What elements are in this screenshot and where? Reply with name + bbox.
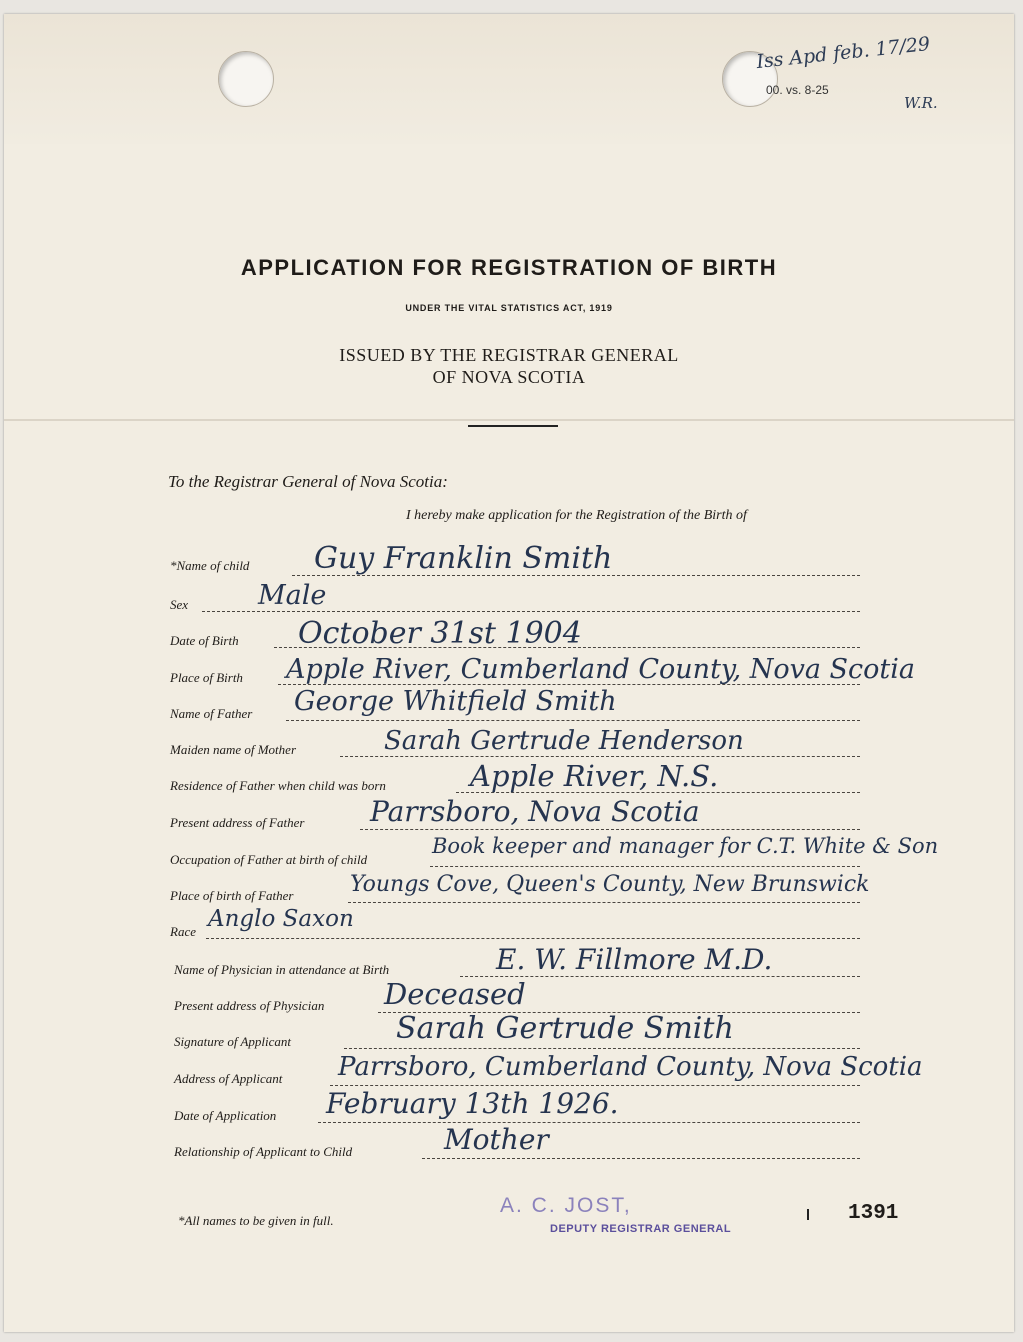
field-value: Guy Franklin Smith — [314, 541, 613, 576]
field-label: *Name of child — [170, 558, 250, 573]
field-value: Apple River, N.S. — [470, 759, 719, 793]
field-label: Name of Physician in attendance at Birth — [174, 962, 390, 977]
document-page — [4, 14, 1014, 1332]
field-label: Signature of Applicant — [174, 1034, 291, 1049]
field-value: February 13th 1926. — [326, 1087, 619, 1120]
registrar-stamp-name: A. C. JOST, — [500, 1194, 632, 1217]
handwritten-annotation: Iss Apd feb. 17/29 — [755, 32, 932, 74]
field-value: Anglo Saxon — [208, 906, 354, 932]
field-value: October 31st 1904 — [298, 616, 582, 651]
title-rule — [468, 425, 558, 427]
field-line — [344, 1048, 860, 1049]
field-label: Address of Applicant — [174, 1071, 283, 1086]
serial-tick-mark — [807, 1209, 809, 1220]
field-line — [340, 756, 860, 757]
field-label: Occupation of Father at birth of child — [170, 852, 368, 867]
field-value: E. W. Fillmore M.D. — [496, 943, 773, 976]
field-value: Book keeper and manager for C.T. White & Son — [432, 834, 939, 858]
form-subtitle: UNDER THE VITAL STATISTICS ACT, 1919 — [405, 303, 613, 313]
field-value: Sarah Gertrude Henderson — [384, 726, 744, 756]
field-value: Youngs Cove, Queen's County, New Brunswick — [350, 872, 870, 897]
field-line — [422, 1158, 860, 1159]
field-label: Race — [170, 924, 196, 939]
field-label: Residence of Father when child was born — [170, 778, 386, 793]
fold-crease — [4, 419, 1014, 421]
salutation: To the Registrar General of Nova Scotia: — [168, 472, 448, 491]
issuer-line-2: OF NOVA SCOTIA — [432, 367, 586, 387]
handwritten-initials: W.R. — [904, 94, 938, 112]
field-line — [360, 829, 860, 830]
punch-hole-left — [218, 51, 274, 107]
field-line — [430, 866, 860, 867]
field-value: Sarah Gertrude Smith — [396, 1011, 734, 1046]
intro-text: I hereby make application for the Registration of the Birth of — [406, 508, 747, 523]
field-line — [202, 611, 860, 612]
field-label: Present address of Father — [170, 815, 305, 830]
field-label: Present address of Physician — [174, 998, 325, 1013]
footnote: *All names to be given in full. — [178, 1213, 334, 1228]
field-label: Maiden name of Mother — [170, 742, 297, 757]
issuer-block — [4, 344, 1014, 388]
field-line — [330, 1085, 860, 1086]
field-label: Name of Father — [170, 706, 253, 721]
field-line — [206, 938, 860, 939]
registrar-stamp-title: DEPUTY REGISTRAR GENERAL — [550, 1223, 732, 1235]
field-value: Deceased — [384, 977, 526, 1011]
field-label: Date of Application — [174, 1108, 277, 1123]
serial-number: 1391 — [848, 1202, 899, 1225]
top-band — [4, 14, 1014, 144]
field-value: Parrsboro, Nova Scotia — [370, 795, 700, 828]
field-label: Sex — [170, 597, 189, 612]
field-line — [286, 720, 860, 721]
field-value: Male — [258, 580, 327, 611]
issuer-line-1: ISSUED BY THE REGISTRAR GENERAL — [339, 345, 679, 365]
form-code: 00. vs. 8-25 — [766, 83, 829, 97]
field-value: Parrsboro, Cumberland County, Nova Scotia — [338, 1052, 923, 1082]
form-title: APPLICATION FOR REGISTRATION OF BIRTH — [240, 255, 778, 280]
field-line — [348, 902, 860, 903]
field-label: Place of birth of Father — [170, 888, 294, 903]
field-label: Place of Birth — [170, 670, 243, 685]
field-label: Relationship of Applicant to Child — [174, 1144, 353, 1159]
field-value: Mother — [444, 1123, 549, 1156]
field-value: George Whitfield Smith — [294, 686, 617, 717]
field-label: Date of Birth — [170, 633, 239, 648]
field-line — [318, 1122, 860, 1123]
field-value: Apple River, Cumberland County, Nova Scotia — [286, 654, 916, 685]
